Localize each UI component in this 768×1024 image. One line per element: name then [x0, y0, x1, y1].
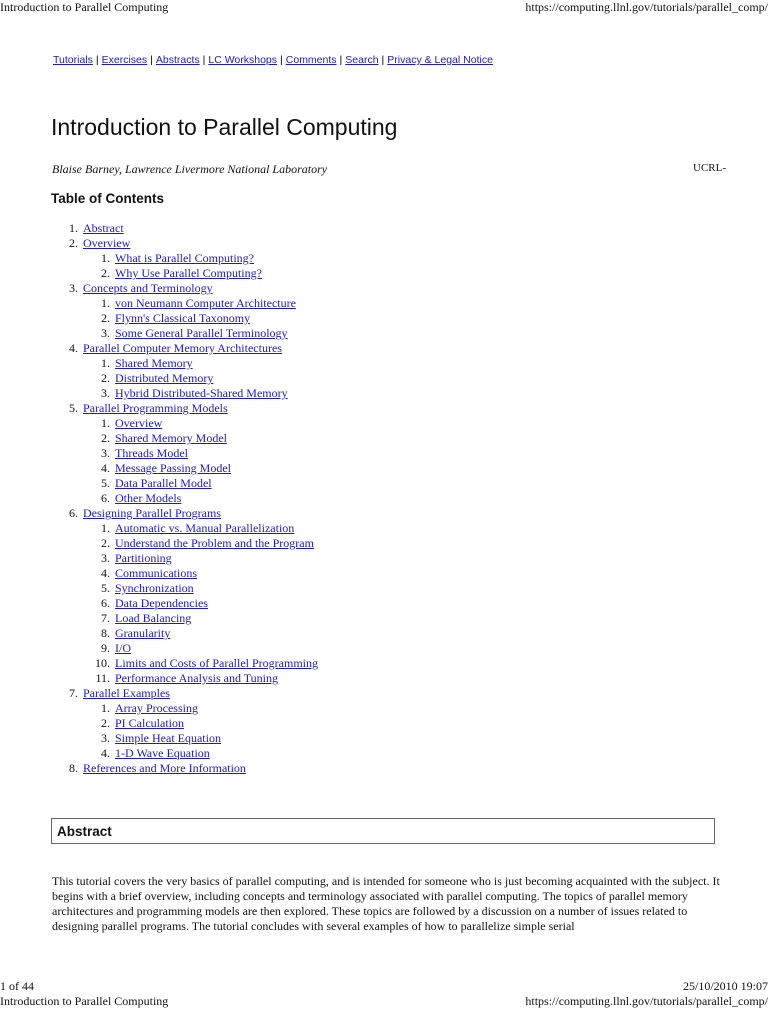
- toc-sublink[interactable]: Performance Analysis and Tuning: [115, 671, 278, 685]
- nav-link-exercises[interactable]: Exercises: [101, 54, 148, 66]
- toc-subitem-number: 9.: [101, 641, 110, 655]
- toc-sublink[interactable]: Flynn's Classical Taxonomy: [115, 311, 251, 325]
- print-footer-title: Introduction to Parallel Computing: [0, 994, 169, 1008]
- toc-item-number: 7.: [69, 686, 78, 700]
- toc-sublink[interactable]: Array Processing: [115, 701, 198, 715]
- toc-subitem-number: 1.: [101, 416, 110, 430]
- toc-subitem-number: 2.: [101, 311, 110, 325]
- toc-subitem-number: 10.: [95, 656, 110, 670]
- top-nav: Tutorials | Exercises | Abstracts | LC Workshops | Comments | Search | Privacy & Legal Notice: [53, 54, 493, 66]
- abstract-heading: Abstract: [57, 824, 112, 839]
- author-line: Blaise Barney, Lawrence Livermore National Laboratory: [52, 162, 328, 176]
- toc-subitem-number: 2.: [101, 536, 110, 550]
- toc-item-number: 5.: [69, 401, 78, 415]
- toc-subitem-number: 1.: [101, 356, 110, 370]
- toc-sublink[interactable]: What is Parallel Computing?: [115, 251, 254, 265]
- nav-link-lc-workshops[interactable]: LC Workshops: [208, 54, 278, 66]
- toc-sublink[interactable]: Communications: [115, 566, 197, 580]
- toc-sublink[interactable]: Simple Heat Equation: [115, 731, 221, 745]
- abstract-heading-box: [51, 818, 715, 844]
- toc-subitem-number: 2.: [101, 716, 110, 730]
- print-header-url: https://computing.llnl.gov/tutorials/parallel_comp/: [525, 0, 768, 14]
- toc-subitem-number: 2.: [101, 371, 110, 385]
- toc-link[interactable]: Concepts and Terminology: [83, 281, 213, 295]
- toc-sublink[interactable]: Shared Memory Model: [115, 431, 227, 445]
- toc-subitem-number: 1.: [101, 251, 110, 265]
- toc-sublink[interactable]: PI Calculation: [115, 716, 184, 730]
- toc-item-number: 2.: [69, 236, 78, 250]
- toc-sublink[interactable]: Shared Memory: [115, 356, 193, 370]
- toc-sublink[interactable]: Automatic vs. Manual Parallelization: [115, 521, 295, 535]
- nav-link-privacy[interactable]: Privacy & Legal Notice: [387, 54, 493, 66]
- toc-sublink[interactable]: Understand the Problem and the Program: [115, 536, 314, 550]
- toc-link[interactable]: Parallel Computer Memory Architectures: [83, 341, 282, 355]
- toc-sublink[interactable]: Message Passing Model: [115, 461, 231, 475]
- print-footer-page: 1 of 44: [0, 979, 34, 993]
- toc-sublink[interactable]: Partitioning: [115, 551, 172, 565]
- toc-sublink[interactable]: Distributed Memory: [115, 371, 214, 385]
- nav-link-search[interactable]: Search: [345, 54, 379, 66]
- nav-link-abstracts[interactable]: Abstracts: [155, 54, 200, 66]
- toc-sublink[interactable]: Limits and Costs of Parallel Programming: [115, 656, 318, 670]
- abstract-paragraph: This tutorial covers the very basics of parallel computing, and is intended for someone who is just becoming acquainted with the subject. It begins with a brief overview, including concepts and terminology associated with parallel computing. The topics of parallel memory architectures and programming models are then explored. These topics are followed by a discussion on a number of issues related to designing parallel programs. The tutorial concludes with several examples of how to parallelize simple serial: [52, 874, 720, 933]
- toc-sublink[interactable]: Granularity: [115, 626, 171, 640]
- toc-subitem-number: 3.: [101, 551, 110, 565]
- toc-sublink[interactable]: von Neumann Computer Architecture: [115, 296, 296, 310]
- toc-link[interactable]: Overview: [83, 236, 131, 250]
- toc-sublink[interactable]: Load Balancing: [115, 611, 192, 625]
- toc-subitem-number: 6.: [101, 491, 110, 505]
- print-footer-url: https://computing.llnl.gov/tutorials/parallel_comp/: [525, 994, 768, 1008]
- toc-sublink[interactable]: Some General Parallel Terminology: [115, 326, 288, 340]
- toc-link[interactable]: References and More Information: [83, 761, 246, 775]
- print-header-title: Introduction to Parallel Computing: [0, 0, 169, 14]
- toc-subitem-number: 3.: [101, 386, 110, 400]
- toc-subitem-number: 1.: [101, 701, 110, 715]
- toc-sublink[interactable]: Other Models: [115, 491, 182, 505]
- ucrl-label: UCRL-: [693, 162, 726, 174]
- toc-subitem-number: 5.: [101, 476, 110, 490]
- toc-subitem-number: 8.: [101, 626, 110, 640]
- toc-item-number: 8.: [69, 761, 78, 775]
- nav-link-comments[interactable]: Comments: [285, 54, 337, 66]
- nav-link-tutorials[interactable]: Tutorials: [53, 54, 93, 66]
- toc-subitem-number: 4.: [101, 461, 110, 475]
- toc-subitem-number: 3.: [101, 446, 110, 460]
- toc-subitem-number: 1.: [101, 521, 110, 535]
- toc-subitem-number: 4.: [101, 746, 110, 760]
- toc-heading: Table of Contents: [51, 191, 164, 206]
- toc-subitem-number: 6.: [101, 596, 110, 610]
- toc-subitem-number: 7.: [101, 611, 110, 625]
- toc-sublink[interactable]: I/O: [115, 641, 131, 655]
- toc-subitem-number: 2.: [101, 431, 110, 445]
- toc-subitem-number: 4.: [101, 566, 110, 580]
- toc-sublink[interactable]: 1-D Wave Equation: [115, 746, 210, 760]
- toc-link[interactable]: Parallel Programming Models: [83, 401, 228, 415]
- toc-item-number: 3.: [69, 281, 78, 295]
- toc-sublink[interactable]: Why Use Parallel Computing?: [115, 266, 262, 280]
- toc-link[interactable]: Abstract: [83, 221, 124, 235]
- toc-link[interactable]: Parallel Examples: [83, 686, 170, 700]
- toc-link[interactable]: Designing Parallel Programs: [83, 506, 221, 520]
- print-footer-datetime: 25/10/2010 19:07: [682, 979, 768, 993]
- toc-sublink[interactable]: Overview: [115, 416, 163, 430]
- toc-subitem-number: 5.: [101, 581, 110, 595]
- page-title: Introduction to Parallel Computing: [51, 114, 398, 140]
- toc-sublink[interactable]: Threads Model: [115, 446, 188, 460]
- toc-sublink[interactable]: Hybrid Distributed-Shared Memory: [115, 386, 288, 400]
- toc-sublink[interactable]: Synchronization: [115, 581, 194, 595]
- toc-subitem-number: 1.: [101, 296, 110, 310]
- toc-subitem-number: 3.: [101, 731, 110, 745]
- toc-subitem-number: 3.: [101, 326, 110, 340]
- toc-item-number: 4.: [69, 341, 78, 355]
- toc-subitem-number: 11.: [95, 671, 110, 685]
- toc-sublink[interactable]: Data Dependencies: [115, 596, 208, 610]
- toc-subitem-number: 2.: [101, 266, 110, 280]
- toc-item-number: 6.: [69, 506, 78, 520]
- toc-sublink[interactable]: Data Parallel Model: [115, 476, 212, 490]
- toc-item-number: 1.: [69, 221, 78, 235]
